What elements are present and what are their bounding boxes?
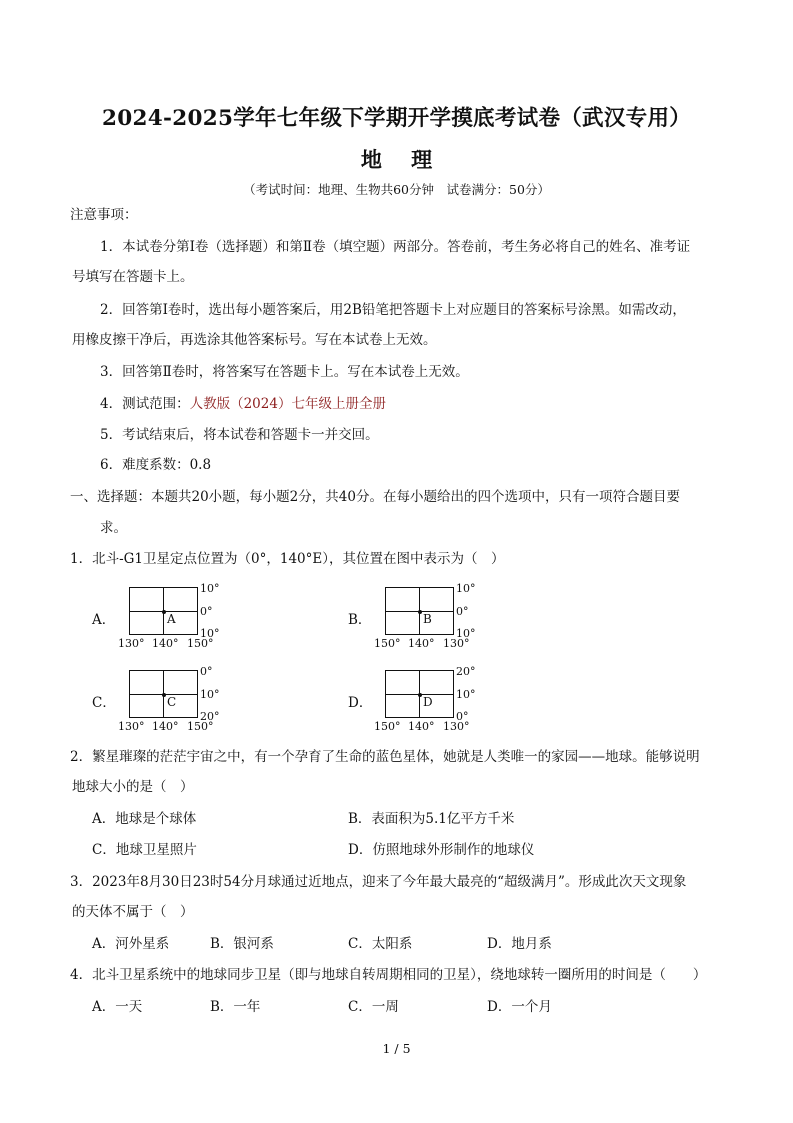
lat-label: 10° [456,627,476,640]
q3-stem-line-2: 的天体不属于（ ） [72,904,194,920]
note-4-prefix: 4．测试范围： [100,396,190,412]
position-dot [418,693,422,697]
point-label: C [167,695,177,709]
q2-stem-line-1: 2．繁星璀璨的茫茫宇宙之中，有一个孕育了生命的蓝色星体，她就是人类唯一的家园——地球。能够说明 [70,749,700,765]
lon-label: 130° [443,720,470,733]
q4-option-b: B．一年 [210,999,261,1015]
note-6: 6．难度系数：0.8 [100,457,212,473]
lat-label: 0° [200,665,213,678]
option-letter: B． [348,612,372,628]
lon-label: 130° [118,637,145,650]
q3-stem-line-1: 3．2023年8月30日23时54分月球通过近地点，迎来了今年最大最亮的“超级满月”。形成此次天文现象 [70,874,687,890]
section-1-line-1: 一、选择题：本题共20小题，每小题2分，共40分。在每小题给出的四个选项中，只有一项符合题目要 [70,489,680,505]
point-label: A [167,612,176,626]
lat-label: 10° [200,627,220,640]
lat-lon-grid [385,670,454,718]
note-5: 5．考试结束后，将本试卷和答题卡一并交回。 [100,427,379,443]
note-2-line-1: 2．回答第Ⅰ卷时，选出每小题答案后，用2B铅笔把答题卡上对应题目的答案标号涂黑。如需改动， [100,302,686,318]
lon-label: 140° [152,637,179,650]
note-3: 3．回答第Ⅱ卷时，将答案写在答题卡上。写在本试卷上无效。 [100,364,469,380]
lat-label: 10° [200,688,220,701]
exam-title: 2024-2025学年七年级下学期开学摸底考试卷（武汉专用） [101,106,692,131]
option-letter: D． [348,695,373,711]
section-1-line-2: 求。 [100,520,127,536]
lon-label: 140° [408,637,435,650]
subject-title: 地 理 [360,147,433,172]
lon-label: 140° [408,720,435,733]
lat-label: 0° [456,710,469,723]
q2-option-a: A．地球是个球体 [92,811,197,827]
lon-label: 130° [443,637,470,650]
lon-label: 150° [187,720,214,733]
point-label: B [423,612,432,626]
q3-option-d: D．地月系 [487,936,552,952]
note-1-line-1: 1．本试卷分第Ⅰ卷（选择题）和第Ⅱ卷（填空题）两部分。答卷前，考生务必将自己的姓名、准考证 [100,239,691,255]
notes-heading: 注意事项： [70,207,138,223]
lat-lon-grid [129,670,198,718]
option-letter: A． [92,612,116,628]
q4-option-a: A．一天 [92,999,143,1015]
lon-label: 150° [374,720,401,733]
q4-option-d: D．一个月 [487,999,552,1015]
q2-stem-line-2: 地球大小的是（ ） [72,779,194,795]
q2-option-d: D．仿照地球外形制作的地球仪 [348,842,535,858]
q3-option-a: A．河外星系 [92,936,170,952]
note-1-line-2: 号填写在答题卡上。 [72,269,194,285]
note-4 [100,394,386,414]
lat-label: 10° [200,582,220,595]
lon-label: 130° [118,720,145,733]
position-dot [162,610,166,614]
lat-label: 0° [200,605,213,618]
lat-label: 10° [456,688,476,701]
q4-option-c: C．一周 [348,999,399,1015]
lat-label: 20° [200,710,220,723]
page-number: 1 / 5 [382,1041,411,1056]
lat-label: 20° [456,665,476,678]
lat-lon-grid [385,587,454,635]
lat-label: 0° [456,605,469,618]
exam-info: （考试时间：地理、生物共60分钟 试卷满分：50分） [243,182,550,197]
q3-option-b: B．银河系 [210,936,274,952]
lon-label: 150° [187,637,214,650]
lat-label: 10° [456,582,476,595]
position-dot [418,610,422,614]
q3-option-c: C．太阳系 [348,936,413,952]
q1-stem: 1．北斗-G1卫星定点位置为（0°，140°E），其位置在图中表示为（ ） [70,551,505,567]
point-label: D [423,695,433,709]
q2-option-b: B．表面积为5.1亿平方千米 [348,811,515,827]
lon-label: 150° [374,637,401,650]
note-4-range: 人教版（2024）七年级上册全册 [189,396,386,412]
q4-stem: 4．北斗卫星系统中的地球同步卫星（即与地球自转周期相同的卫星），绕地球转一圈所用的时间是（ ） [70,967,707,983]
option-letter: C． [92,695,116,711]
note-2-line-2: 用橡皮擦干净后，再选涂其他答案标号。写在本试卷上无效。 [72,332,437,348]
lat-lon-grid [129,587,198,635]
lon-label: 140° [152,720,179,733]
position-dot [162,693,166,697]
q2-option-c: C．地球卫星照片 [92,842,197,858]
